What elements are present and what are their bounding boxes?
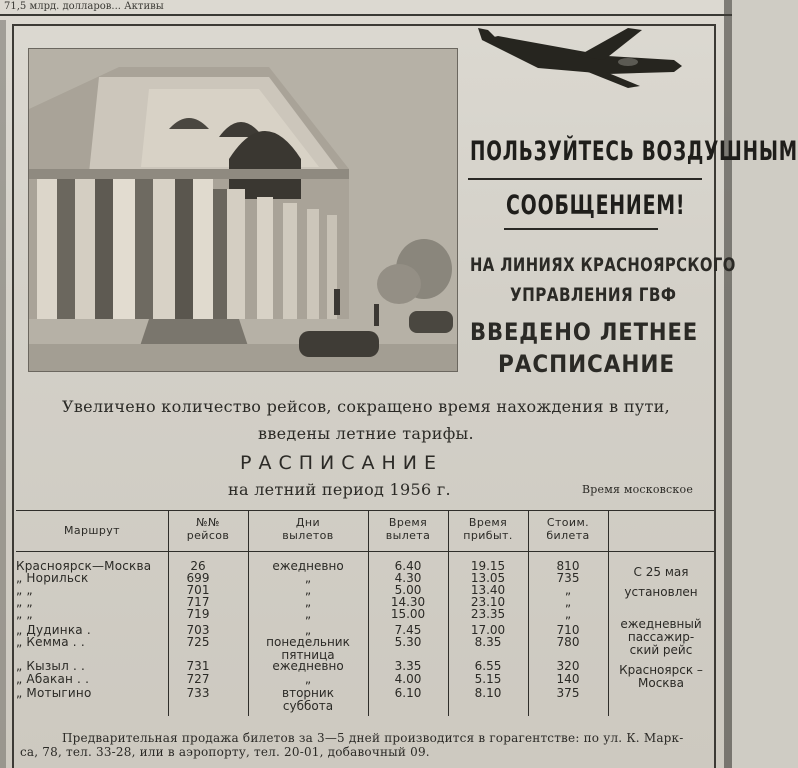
days-cell: ежедневно <box>272 559 344 573</box>
footer-line-1: Предварительная продажа билетов за 3—5 дней производится в горагентстве: по ул. К. Марк- <box>62 731 684 745</box>
header-route: Маршрут <box>64 524 120 537</box>
airplane-icon <box>478 26 688 90</box>
days-cell: ежедневно <box>272 659 344 673</box>
days-cell: „ <box>304 571 312 585</box>
summer-heading-2: РАСПИСАНИЕ <box>498 350 676 378</box>
right-column-edge <box>724 0 732 768</box>
route-cell: Красноярск—Москва <box>16 559 152 573</box>
flight-cell: 733 <box>186 686 210 700</box>
flight-cell: 727 <box>186 672 210 686</box>
slogan-underline-2 <box>504 228 658 230</box>
footer-line-2: са, 78, тел. 33-28, или в аэропорту, тел. 20-01, добавочный 09. <box>20 745 430 759</box>
departure-cell: 5.30 <box>394 635 422 649</box>
departure-cell: 14.30 <box>390 595 426 609</box>
note-line-1: С 25 мая <box>633 565 689 579</box>
days-cell: „ <box>304 607 312 621</box>
header-arrival: Время прибыт. <box>463 516 513 542</box>
note-line-3: ежедневный пассажир- ский рейс <box>620 617 702 657</box>
arrival-cell: 5.15 <box>474 672 502 686</box>
timetable <box>16 510 714 716</box>
table-top-rule <box>16 510 714 511</box>
route-cell: „ Дудинка . <box>16 623 91 637</box>
airport-photo <box>28 48 458 372</box>
time-note: Время московское <box>582 483 694 496</box>
route-cell: „ Мотыгино <box>16 686 92 700</box>
price-cell: 810 <box>556 559 580 573</box>
arrival-cell: 8.35 <box>474 635 502 649</box>
price-cell: 375 <box>556 686 580 700</box>
days-cell: вторник суббота <box>282 686 334 713</box>
header-price: Стоим. билета <box>546 516 590 542</box>
flight-cell: 725 <box>186 635 210 649</box>
note-line-4: Красноярск – Москва <box>619 663 703 690</box>
arrival-cell: 8.10 <box>474 686 502 700</box>
flight-cell: 701 <box>186 583 210 597</box>
arrival-cell: 13.40 <box>470 583 506 597</box>
price-cell: 710 <box>556 623 580 637</box>
route-cell: „ „ <box>16 583 33 597</box>
arrival-cell: 19.15 <box>470 559 506 573</box>
flight-cell: 731 <box>186 659 210 673</box>
route-cell: „ „ <box>16 595 33 609</box>
arrival-cell: 13.05 <box>470 571 506 585</box>
flight-cell: 703 <box>186 623 210 637</box>
departure-cell: 7.45 <box>394 623 422 637</box>
price-cell: 735 <box>556 571 580 585</box>
top-rule <box>0 14 732 16</box>
route-cell: „ Кемма . . <box>16 635 85 649</box>
days-cell: „ <box>304 595 312 609</box>
departure-cell: 6.40 <box>394 559 422 573</box>
days-cell: „ <box>304 623 312 637</box>
departure-cell: 6.10 <box>394 686 422 700</box>
schedule-title: РАСПИСАНИЕ <box>240 452 443 474</box>
route-cell: „ Кызыл . . <box>16 659 86 673</box>
route-cell: „ „ <box>16 607 33 621</box>
slogan-line-2: СООБЩЕНИЕМ! <box>506 190 686 221</box>
slogan-underline-1 <box>468 178 702 180</box>
header-days: Дни вылетов <box>282 516 334 542</box>
note-line-2: установлен <box>624 585 698 599</box>
flight-cell: 699 <box>186 571 210 585</box>
lines-heading-1: НА ЛИНИЯХ КРАСНОЯРСКОГО <box>470 254 736 276</box>
intro-line-1: Увеличено количество рейсов, сокращено время нахождения в пути, <box>61 397 671 416</box>
days-cell: понедельник пятница <box>266 635 350 662</box>
flight-cell: 26 <box>190 559 206 573</box>
header-departure: Время вылета <box>385 516 431 542</box>
slogan-line-1: ПОЛЬЗУЙТЕСЬ ВОЗДУШНЫМ <box>470 136 798 167</box>
arrival-cell: 17.00 <box>470 623 506 637</box>
departure-cell: 4.00 <box>394 672 422 686</box>
summer-heading-1: ВВЕДЕНО ЛЕТНЕЕ <box>470 318 699 346</box>
arrival-cell: 23.35 <box>470 607 506 621</box>
arrival-cell: 23.10 <box>470 595 506 609</box>
price-cell: „ <box>564 595 572 609</box>
schedule-subtitle: на летний период 1956 г. <box>228 480 451 499</box>
table-header-rule <box>16 551 714 552</box>
left-column-edge <box>0 20 6 768</box>
intro-line-2: введены летние тарифы. <box>258 424 474 443</box>
departure-cell: 5.00 <box>394 583 422 597</box>
departure-cell: 3.35 <box>394 659 422 673</box>
days-cell: „ <box>304 583 312 597</box>
flight-cell: 717 <box>186 595 210 609</box>
price-cell: „ <box>564 607 572 621</box>
price-cell: 780 <box>556 635 580 649</box>
arrival-cell: 6.55 <box>474 659 502 673</box>
top-strip-text: 71,5 млрд. долларов... Активы <box>4 1 164 12</box>
route-cell: „ Норильск <box>16 571 89 585</box>
header-flight: №№ рейсов <box>186 516 230 542</box>
flight-cell: 719 <box>186 607 210 621</box>
lines-heading-2: УПРАВЛЕНИЯ ГВФ <box>510 284 677 306</box>
price-cell: 320 <box>556 659 580 673</box>
price-cell: 140 <box>556 672 580 686</box>
days-cell: „ <box>304 672 312 686</box>
departure-cell: 15.00 <box>390 607 426 621</box>
price-cell: „ <box>564 583 572 597</box>
top-strip <box>0 0 736 16</box>
route-cell: „ Абакан . . <box>16 672 90 686</box>
departure-cell: 4.30 <box>394 571 422 585</box>
